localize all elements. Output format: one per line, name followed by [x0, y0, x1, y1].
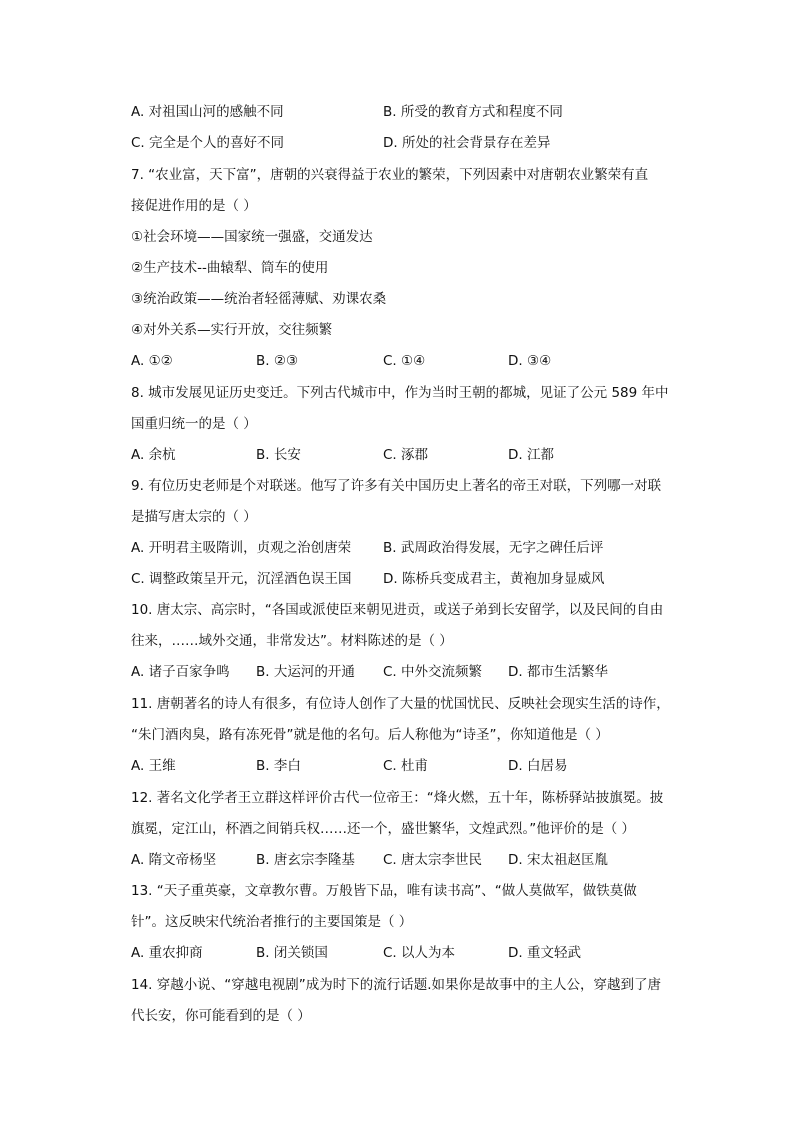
q8-option-b: B. 长安: [256, 447, 301, 463]
q13-option-b: B. 闭关锁国: [256, 945, 328, 961]
q7-option-a: A. ①②: [131, 353, 173, 369]
q8-stem-line1: 8. 城市发展见证历史变迁。下列古代城市中，作为当时王朝的都城，见证了公元 589 年中: [131, 385, 669, 401]
q7-stem-line2: 接促进作用的是（ ）: [131, 198, 257, 214]
q12-option-c: C. 唐太宗李世民: [383, 852, 483, 868]
q12-option-d: D. 宋太祖赵匡胤: [508, 852, 608, 868]
q13-stem-line1: 13. “天子重英豪，文章教尔曹。万般皆下品，唯有读书高”、“做人莫做军，做铁莫做: [131, 883, 637, 899]
q14-stem-line2: 代长安，你可能看到的是（ ）: [131, 1008, 311, 1024]
q11-option-d: D. 白居易: [508, 758, 568, 774]
q7-stem-line1: 7. “农业富，天下富”，唐朝的兴衰得益于农业的繁荣，下列因素中对唐朝农业繁荣有直: [131, 167, 649, 183]
q14-stem-line1: 14. 穿越小说、“穿越电视剧”成为时下的流行话题.如果你是故事中的主人公，穿越到了唐: [131, 977, 662, 993]
q12-stem-line1: 12. 著名文化学者王立群这样评价古代一位帝王：“烽火燃，五十年，陈桥驿站披旗冕。披: [131, 790, 664, 806]
q10-option-b: B. 大运河的开通: [256, 664, 355, 680]
q8-stem-line2: 国重归统一的是（ ）: [131, 416, 257, 432]
q7-item-1: ①社会环境——国家统一强盛，交通发达: [131, 229, 373, 245]
q7-item-3: ③统治政策——统治者轻徭薄赋、劝课农桑: [131, 291, 387, 307]
q13-stem-line2: 针”。这反映宋代统治者推行的主要国策是（ ）: [131, 914, 413, 930]
q12-option-b: B. 唐玄宗李隆基: [256, 852, 355, 868]
q12-stem-line2: 旗冕，定江山，杯酒之间销兵权……还一个，盛世繁华，文煌武烈。”他评价的是（ ）: [131, 821, 636, 837]
q8-option-d: D. 江都: [508, 447, 554, 463]
q13-option-a: A. 重农抑商: [131, 945, 203, 961]
q13-option-d: D. 重文轻武: [508, 945, 581, 961]
q10-option-a: A. 诸子百家争鸣: [131, 664, 230, 680]
q9-option-d: D. 陈桥兵变成君主，黄袍加身显威风: [383, 571, 605, 587]
q9-option-b: B. 武周政治得发展，无字之碑任后评: [383, 540, 604, 556]
q11-option-b: B. 李白: [256, 758, 301, 774]
q9-option-a: A. 开明君主吸隋训，贞观之治创唐荣: [131, 540, 352, 556]
q12-option-a: A. 隋文帝杨坚: [131, 852, 217, 868]
q11-option-c: C. 杜甫: [383, 758, 429, 774]
q7-option-b: B. ②③: [256, 353, 299, 369]
q6-option-a: A. 对祖国山河的感触不同: [131, 104, 284, 120]
q7-option-d: D. ③④: [508, 353, 552, 369]
q11-stem-line2: “朱门酒肉臭，路有冻死骨”就是他的名句。后人称他为“诗圣”，你知道他是（ ）: [131, 727, 609, 743]
q13-option-c: C. 以人为本: [383, 945, 456, 961]
q10-stem-line2: 往来，……域外交通，非常发达”。材料陈述的是（ ）: [131, 633, 453, 649]
q6-option-c: C. 完全是个人的喜好不同: [131, 135, 285, 151]
q9-option-c: C. 调整政策呈开元，沉淫酒色误王国: [131, 571, 352, 587]
q9-stem-line1: 9. 有位历史老师是个对联迷。他写了许多有关中国历史上著名的帝王对联，下列哪一对联: [131, 478, 662, 494]
q8-option-c: C. 涿郡: [383, 447, 429, 463]
q7-item-4: ④对外关系—实行开放，交往频繁: [131, 322, 333, 338]
q11-option-a: A. 王维: [131, 758, 176, 774]
q10-stem-line1: 10. 唐太宗、高宗时，“各国或派使臣来朝见进贡，或送子弟到长安留学，以及民间的自由: [131, 602, 664, 618]
q10-option-d: D. 都市生活繁华: [508, 664, 608, 680]
q8-option-a: A. 余杭: [131, 447, 176, 463]
q10-option-c: C. 中外交流频繁: [383, 664, 483, 680]
q7-item-2: ②生产技术--曲辕犁、筒车的使用: [131, 260, 329, 276]
q6-option-b: B. 所受的教育方式和程度不同: [383, 104, 563, 120]
q6-option-d: D. 所处的社会背景存在差异: [383, 135, 551, 151]
q11-stem-line1: 11. 唐朝著名的诗人有很多，有位诗人创作了大量的忧国忧民、反映社会现实生活的诗作，: [131, 696, 670, 712]
q9-stem-line2: 是描写唐太宗的（ ）: [131, 509, 257, 525]
q7-option-c: C. ①④: [383, 353, 426, 369]
